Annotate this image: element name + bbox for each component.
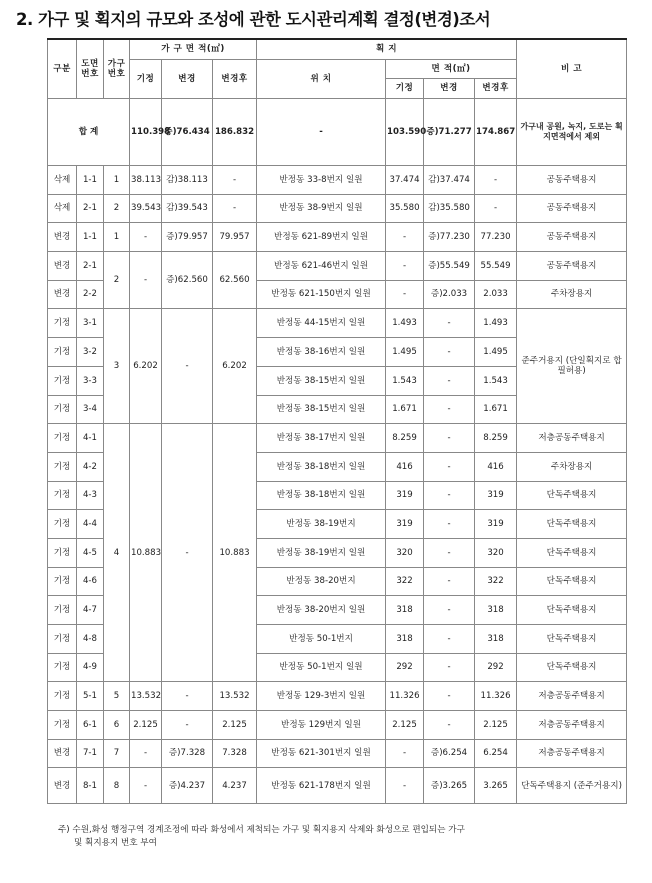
total-area-gijeong: 103.590	[386, 99, 424, 166]
cell-gagu-gijeong: -	[130, 739, 162, 768]
cell-area-byeongyeong: -	[424, 424, 475, 453]
cell-domyeon: 3-1	[77, 309, 104, 338]
cell-gagu-byeongyeong: -	[162, 682, 213, 711]
cell-domyeon: 4-6	[77, 567, 104, 596]
cell-area-gijeong: 1.671	[386, 395, 424, 424]
header-gagu-area: 가 구 면 적(㎡)	[130, 39, 257, 60]
cell-bigo: 단독주택용지	[517, 538, 627, 567]
cell-area-byeongyeonghu: 318	[475, 596, 517, 625]
cell-bigo: 저층공동주택용지	[517, 682, 627, 711]
cell-area-byeongyeong: -	[424, 682, 475, 711]
cell-gagu-byeongyeonghu: 2.125	[213, 711, 257, 740]
cell-gubun: 변경	[48, 280, 77, 309]
cell-gubun: 기정	[48, 625, 77, 654]
cell-area-gijeong: 292	[386, 653, 424, 682]
cell-bigo: 공동주택용지	[517, 166, 627, 195]
cell-wichi: 반정동 38-18번지 일원	[257, 452, 386, 481]
cell-wichi: 반정동 621-150번지 일원	[257, 280, 386, 309]
cell-bigo: 주차장용지	[517, 280, 627, 309]
cell-area-byeongyeonghu: 1.543	[475, 366, 517, 395]
cell-area-gijeong: 318	[386, 625, 424, 654]
cell-gubun: 기정	[48, 567, 77, 596]
cell-area-byeongyeong: -	[424, 538, 475, 567]
cell-area-byeongyeong: -	[424, 567, 475, 596]
cell-gagu-bunho: 4	[104, 424, 130, 682]
cell-area-byeongyeong: 감)37.474	[424, 166, 475, 195]
cell-wichi: 반정동 129-3번지 일원	[257, 682, 386, 711]
cell-wichi: 반정동 38-19번지	[257, 510, 386, 539]
cell-area-gijeong: 2.125	[386, 711, 424, 740]
cell-area-gijeong: 319	[386, 481, 424, 510]
cell-gagu-byeongyeong: -	[162, 309, 213, 424]
cell-gagu-bunho: 3	[104, 309, 130, 424]
cell-bigo: 저층공동주택용지	[517, 711, 627, 740]
cell-area-byeongyeong: 증)2.033	[424, 280, 475, 309]
cell-domyeon: 4-9	[77, 653, 104, 682]
cell-gagu-gijeong: -	[130, 768, 162, 804]
table-row	[48, 768, 627, 804]
cell-wichi: 반정동 38-15번지 일원	[257, 366, 386, 395]
cell-gubun: 기정	[48, 452, 77, 481]
total-gagu-byeongyeonghu: 186.832	[213, 99, 257, 166]
cell-gagu-bunho: 6	[104, 711, 130, 740]
cell-area-byeongyeonghu: -	[475, 166, 517, 195]
cell-gagu-byeongyeong: 증)7.328	[162, 739, 213, 768]
cell-gagu-byeongyeonghu: 62.560	[213, 252, 257, 309]
cell-gagu-gijeong: 10.883	[130, 424, 162, 682]
cell-wichi: 반정동 38-16번지 일원	[257, 338, 386, 367]
table-row	[48, 739, 627, 768]
cell-gubun: 변경	[48, 739, 77, 768]
cell-domyeon: 4-3	[77, 481, 104, 510]
decision-table	[47, 38, 627, 804]
cell-gubun: 기정	[48, 682, 77, 711]
cell-wichi: 반정동 33-8번지 일원	[257, 166, 386, 195]
cell-area-byeongyeonghu: 55.549	[475, 252, 517, 281]
cell-gagu-gijeong: 2.125	[130, 711, 162, 740]
cell-area-byeongyeong: 감)35.580	[424, 194, 475, 223]
cell-area-gijeong: 8.259	[386, 424, 424, 453]
cell-area-byeongyeonghu: 3.265	[475, 768, 517, 804]
cell-domyeon: 4-5	[77, 538, 104, 567]
header-area-byeongyeonghu: 변경후	[475, 79, 517, 99]
cell-area-gijeong: 11.326	[386, 682, 424, 711]
cell-area-gijeong: 320	[386, 538, 424, 567]
cell-area-byeongyeong: -	[424, 625, 475, 654]
header-hoekji: 획 지	[257, 39, 517, 60]
cell-bigo: 단독주택용지	[517, 510, 627, 539]
cell-gagu-byeongyeonghu: 6.202	[213, 309, 257, 424]
cell-gagu-byeongyeong: 증)4.237	[162, 768, 213, 804]
cell-bigo: 단독주택용지	[517, 596, 627, 625]
table-row	[48, 711, 627, 740]
document-title: 2. 가구 및 획지의 규모와 조성에 관한 도시관리계획 결정(변경)조서	[16, 10, 491, 29]
total-gagu-gijeong: 110.398	[130, 99, 162, 166]
cell-wichi: 반정동 38-9번지 일원	[257, 194, 386, 223]
cell-gubun: 삭제	[48, 166, 77, 195]
cell-wichi: 반정동 38-20번지	[257, 567, 386, 596]
cell-domyeon: 2-1	[77, 252, 104, 281]
cell-gagu-byeongyeonghu: -	[213, 166, 257, 195]
cell-bigo: 주차장용지	[517, 452, 627, 481]
cell-gagu-bunho: 1	[104, 166, 130, 195]
table-row	[48, 424, 627, 453]
header-domyeon-bunho: 도면번호	[77, 39, 104, 99]
cell-gubun: 기정	[48, 538, 77, 567]
total-wichi: -	[257, 99, 386, 166]
header-bigo: 비 고	[517, 39, 627, 99]
cell-area-gijeong: 1.495	[386, 338, 424, 367]
cell-domyeon: 3-2	[77, 338, 104, 367]
cell-area-byeongyeonghu: 292	[475, 653, 517, 682]
cell-gubun: 기정	[48, 711, 77, 740]
cell-gagu-gijeong: 6.202	[130, 309, 162, 424]
cell-gagu-byeongyeong: 증)62.560	[162, 252, 213, 309]
cell-domyeon: 5-1	[77, 682, 104, 711]
header-gagu-gijeong: 기정	[130, 60, 162, 99]
cell-wichi: 반정동 38-20번지 일원	[257, 596, 386, 625]
footnote-line-1: 주) 수원,화성 행정구역 경계조정에 따라 화성에서 제척되는 가구 및 획지용지 삭제와 화성으로 편입되는 가구	[58, 825, 465, 835]
cell-bigo: 단독주택용지	[517, 653, 627, 682]
cell-gagu-gijeong: 38.113	[130, 166, 162, 195]
cell-domyeon: 3-3	[77, 366, 104, 395]
cell-gubun: 변경	[48, 768, 77, 804]
cell-gubun: 기정	[48, 653, 77, 682]
cell-area-gijeong: 35.580	[386, 194, 424, 223]
cell-bigo: 단독주택용지 (준주거용지)	[517, 768, 627, 804]
cell-bigo: 공동주택용지	[517, 223, 627, 252]
total-gagu-byeongyeong: 증)76.434	[162, 99, 213, 166]
cell-wichi: 반정동 621-301번지 일원	[257, 739, 386, 768]
cell-area-byeongyeong: 증)77.230	[424, 223, 475, 252]
total-area-byeongyeong: 증)71.277	[424, 99, 475, 166]
cell-domyeon: 2-2	[77, 280, 104, 309]
cell-gubun: 기정	[48, 338, 77, 367]
cell-area-byeongyeonghu: 1.495	[475, 338, 517, 367]
cell-domyeon: 3-4	[77, 395, 104, 424]
cell-domyeon: 8-1	[77, 768, 104, 804]
cell-bigo: 저층공동주택용지	[517, 424, 627, 453]
cell-gagu-byeongyeonghu: 10.883	[213, 424, 257, 682]
total-area-byeongyeonghu: 174.867	[475, 99, 517, 166]
cell-domyeon: 1-1	[77, 223, 104, 252]
cell-area-byeongyeong: 증)6.254	[424, 739, 475, 768]
cell-gagu-bunho: 2	[104, 194, 130, 223]
cell-area-byeongyeonghu: 1.671	[475, 395, 517, 424]
cell-bigo: 단독주택용지	[517, 625, 627, 654]
header-gubun: 구분	[48, 39, 77, 99]
cell-gagu-byeongyeonghu: 13.532	[213, 682, 257, 711]
cell-gubun: 변경	[48, 223, 77, 252]
cell-area-byeongyeong: 증)55.549	[424, 252, 475, 281]
cell-area-byeongyeonghu: 318	[475, 625, 517, 654]
cell-gagu-byeongyeong: 감)38.113	[162, 166, 213, 195]
cell-area-byeongyeong: -	[424, 338, 475, 367]
cell-gagu-bunho: 8	[104, 768, 130, 804]
table-row	[48, 166, 627, 195]
cell-wichi: 반정동 129번지 일원	[257, 711, 386, 740]
cell-gagu-byeongyeonghu: -	[213, 194, 257, 223]
cell-gubun: 기정	[48, 309, 77, 338]
cell-gubun: 기정	[48, 395, 77, 424]
cell-gubun: 삭제	[48, 194, 77, 223]
cell-gagu-gijeong: 39.543	[130, 194, 162, 223]
cell-area-byeongyeonghu: 1.493	[475, 309, 517, 338]
cell-domyeon: 4-1	[77, 424, 104, 453]
total-label: 합 계	[48, 99, 130, 166]
cell-area-gijeong: -	[386, 739, 424, 768]
cell-gagu-byeongyeong: -	[162, 711, 213, 740]
cell-wichi: 반정동 38-15번지 일원	[257, 395, 386, 424]
cell-area-byeongyeonghu: 2.033	[475, 280, 517, 309]
cell-area-gijeong: 37.474	[386, 166, 424, 195]
cell-gagu-gijeong: -	[130, 252, 162, 309]
cell-gagu-byeongyeong: -	[162, 424, 213, 682]
cell-area-gijeong: 1.493	[386, 309, 424, 338]
cell-domyeon: 1-1	[77, 166, 104, 195]
cell-area-byeongyeonghu: 320	[475, 538, 517, 567]
table-row	[48, 682, 627, 711]
cell-wichi: 반정동 44-15번지 일원	[257, 309, 386, 338]
cell-gagu-bunho: 2	[104, 252, 130, 309]
cell-wichi: 반정동 621-178번지 일원	[257, 768, 386, 804]
cell-area-byeongyeonghu: 319	[475, 510, 517, 539]
cell-gagu-bunho: 7	[104, 739, 130, 768]
cell-wichi: 반정동 621-46번지 일원	[257, 252, 386, 281]
cell-area-byeongyeonghu: 8.259	[475, 424, 517, 453]
table-row	[48, 223, 627, 252]
cell-gagu-bunho: 5	[104, 682, 130, 711]
cell-area-byeongyeong: 증)3.265	[424, 768, 475, 804]
cell-domyeon: 7-1	[77, 739, 104, 768]
table-row	[48, 252, 627, 281]
cell-gagu-byeongyeonghu: 4.237	[213, 768, 257, 804]
cell-gagu-byeongyeonghu: 79.957	[213, 223, 257, 252]
cell-domyeon: 4-7	[77, 596, 104, 625]
total-bigo: 가구내 공원, 녹지, 도로는 획지면적에서 제외	[517, 99, 627, 166]
cell-gubun: 기정	[48, 481, 77, 510]
cell-area-byeongyeonghu: 11.326	[475, 682, 517, 711]
cell-area-gijeong: 416	[386, 452, 424, 481]
cell-bigo: 공동주택용지	[517, 252, 627, 281]
cell-area-gijeong: -	[386, 768, 424, 804]
cell-wichi: 반정동 50-1번지 일원	[257, 653, 386, 682]
cell-area-byeongyeonghu: 6.254	[475, 739, 517, 768]
cell-area-byeongyeong: -	[424, 481, 475, 510]
cell-gubun: 기정	[48, 510, 77, 539]
cell-gubun: 기정	[48, 366, 77, 395]
cell-domyeon: 6-1	[77, 711, 104, 740]
cell-bigo: 저층공동주택용지	[517, 739, 627, 768]
header-area-gijeong: 기정	[386, 79, 424, 99]
cell-area-byeongyeong: -	[424, 596, 475, 625]
cell-bigo: 단독주택용지	[517, 481, 627, 510]
cell-gubun: 기정	[48, 596, 77, 625]
cell-gagu-bunho: 1	[104, 223, 130, 252]
cell-gagu-gijeong: -	[130, 223, 162, 252]
cell-wichi: 반정동 38-17번지 일원	[257, 424, 386, 453]
cell-domyeon: 4-8	[77, 625, 104, 654]
cell-gubun: 기정	[48, 424, 77, 453]
cell-gagu-byeongyeonghu: 7.328	[213, 739, 257, 768]
cell-gubun: 변경	[48, 252, 77, 281]
cell-bigo: 공동주택용지	[517, 194, 627, 223]
cell-gagu-byeongyeong: 감)39.543	[162, 194, 213, 223]
table-row	[48, 309, 627, 338]
cell-bigo: 단독주택용지	[517, 567, 627, 596]
cell-area-byeongyeonghu: -	[475, 194, 517, 223]
cell-area-byeongyeonghu: 2.125	[475, 711, 517, 740]
cell-area-byeongyeong: -	[424, 366, 475, 395]
cell-area-byeongyeong: -	[424, 309, 475, 338]
cell-area-gijeong: 322	[386, 567, 424, 596]
cell-wichi: 반정동 621-89번지 일원	[257, 223, 386, 252]
cell-area-byeongyeong: -	[424, 452, 475, 481]
footnote-line-2: 및 획지용지 번호 부여	[74, 838, 157, 849]
cell-area-gijeong: 1.543	[386, 366, 424, 395]
cell-area-gijeong: 318	[386, 596, 424, 625]
cell-domyeon: 4-2	[77, 452, 104, 481]
header-gagu-byeongyeonghu: 변경후	[213, 60, 257, 99]
cell-wichi: 반정동 38-19번지 일원	[257, 538, 386, 567]
header-gagu-byeongyeong: 변경	[162, 60, 213, 99]
cell-area-byeongyeong: -	[424, 510, 475, 539]
cell-area-gijeong: -	[386, 252, 424, 281]
header-area-byeongyeong: 변경	[424, 79, 475, 99]
cell-area-byeongyeonghu: 77.230	[475, 223, 517, 252]
table-row	[48, 194, 627, 223]
footnote	[58, 824, 648, 851]
cell-wichi: 반정동 50-1번지	[257, 625, 386, 654]
cell-bigo: 준주거용지 (단일획지로 합필허용)	[517, 309, 627, 424]
header-wichi: 위 치	[257, 60, 386, 99]
cell-gagu-byeongyeong: 증)79.957	[162, 223, 213, 252]
header-row-1	[48, 39, 627, 60]
cell-area-byeongyeonghu: 416	[475, 452, 517, 481]
cell-area-gijeong: -	[386, 280, 424, 309]
cell-area-byeongyeong: -	[424, 711, 475, 740]
cell-wichi: 반정동 38-18번지 일원	[257, 481, 386, 510]
cell-area-byeongyeonghu: 322	[475, 567, 517, 596]
cell-area-byeongyeong: -	[424, 653, 475, 682]
header-area: 면 적(㎡)	[386, 60, 517, 79]
total-row	[48, 99, 627, 166]
cell-area-gijeong: 319	[386, 510, 424, 539]
cell-gagu-gijeong: 13.532	[130, 682, 162, 711]
header-gagu-bunho: 가구번호	[104, 39, 130, 99]
cell-domyeon: 2-1	[77, 194, 104, 223]
cell-area-byeongyeonghu: 319	[475, 481, 517, 510]
cell-area-byeongyeong: -	[424, 395, 475, 424]
cell-area-gijeong: -	[386, 223, 424, 252]
cell-domyeon: 4-4	[77, 510, 104, 539]
